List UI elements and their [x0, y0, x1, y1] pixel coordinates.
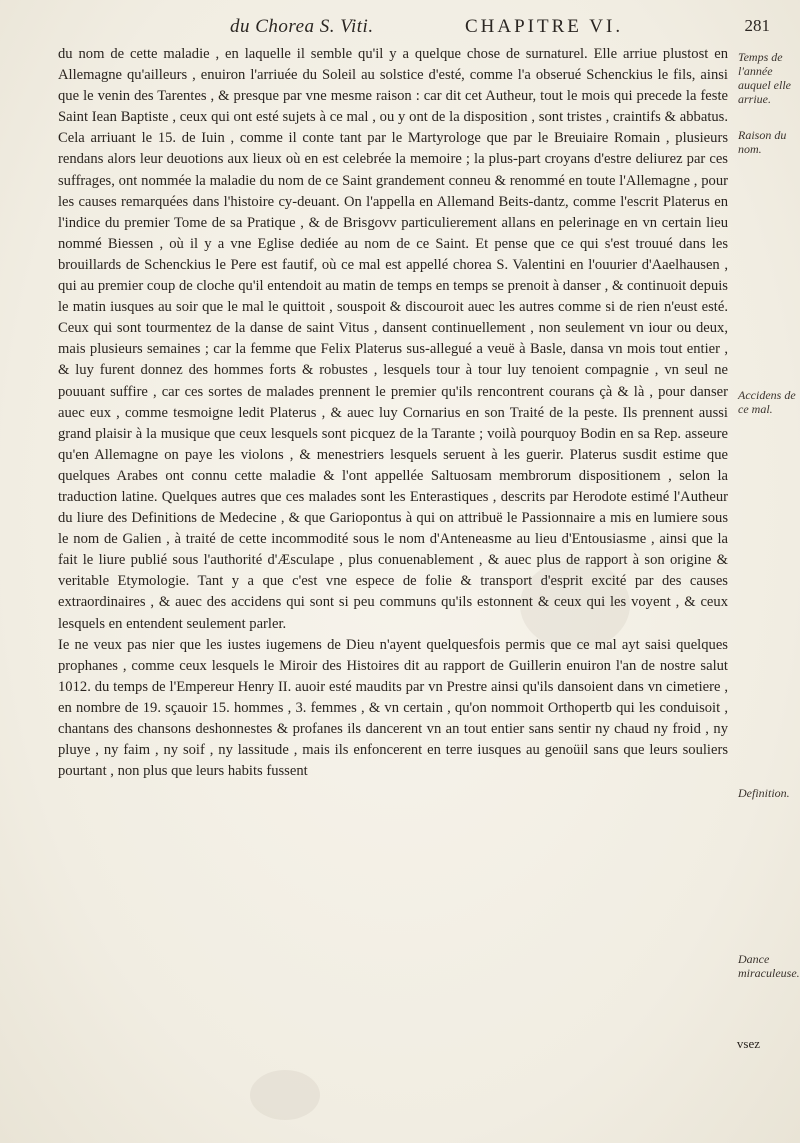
margin-note: Dance miraculeuse.	[738, 952, 800, 980]
page-number: 281	[744, 16, 770, 35]
paragraph: Ie ne veux pas nier que les iustes iugemens de Dieu n'ayent quelquesfois permis que ce mal ayt saisi quelques prophanes , comme ceux lesquels le Miroir des Histoires dit au rapport de Guillerin enuiron l'an de nostre salut 1012. du temps de l'Empereur Henry II. auoir esté maudits par vn Prestre ainsi qu'ils dansoient dans vn cimetiere , en nombre de 19. sçauoir 15. hommes , 3. femmes , & vn certain , qu'on nommoit Orthopertb qui les conduisoit , chantans des chansons deshonnestes & profanes ils dancerent vn an tout entier sans sentir ny chaud ny froid , ny pluye , ny faim , ny soif , ny lassitude , mais ils enfoncerent en terre iusques au genoüil sans que leurs souliers pourtant , non plus que leurs habits fussent	[58, 636, 728, 780]
chapter-heading: CHAPITRE VI.	[465, 16, 624, 37]
running-header	[230, 14, 770, 44]
margin-note: Accidens de ce mal.	[738, 388, 796, 416]
paper-stain	[250, 1070, 320, 1120]
running-title: du Chorea S. Viti.	[230, 16, 374, 37]
main-text	[58, 44, 728, 782]
paragraph: du nom de cette maladie , en laquelle il semble qu'il y a quelque chose de surnaturel. Elle arriue plustost en Allemagne qu'ailleurs , enuiron l'arriuée du Soleil au solstice d'esté, comme l'a obserué Schenckius le fils, ainsi que le venin des Tarentes , & presque par vne mesme raison : car dit cet Autheur, tout le mois qui precede la feste Saint Iean Baptiste , ceux qui ont esté sujets à ce mal , ou y ont de la disposition , sont tristes , craintifs & abbatus. Cela arriuant le 15. de Iuin , comme il conte tant par le Martyrologe que par le Breuiaire Romain , plusieurs rendans alors leur deuotions aux lieux où en est celebrée la memoire ; la plus-part croyans d'estre deliurez par ces suffrages, ont nommée la maladie du nom de ce Saint grandement conneu & renommé en toute l'Allemagne , pour les causes remarquées dans l'histoire cy-deuant. On l'appella en Allemand Beits-dantz, comme l'escrit Platerus en l'indice du premier Tome de sa Pratique , & de Brisgovv particulierement allans en pelerinage en vn certain lieu nommé Biessen , où il y a vne Eglise dediée au nom de ce Saint. Et pense que ce qui s'est trouué dans les brouillards de Schenckius le Pere est fautif, où ce mal est appellé chorea S. Valentini en l'ouurier d'Aaelhausen , qui au premier coup de cloche qu'il entendoit au matin de temps en temps se prenoit à danser , & continuoit depuis le matin iusques au soir que le mal le quittoit , souspoit & discouroit auec les autres comme si de rien n'eust esté. Ceux qui sont tourmentez de la danse de saint Vitus , dansent continuellement , non seulement vn iour ou deux, mais plusieurs semaines ; car la femme que Felix Platerus sus-allegué a veuë à Basle, dansa vn mois tout entier , & luy furent donnez des hommes forts & robustes , lesquels tour à tour luy tenoient compagnie , vn seul ne pouuant suffire , car ces sortes de malades prennent le premier qu'ils rencontrent courans çà & là , pour danser auec eux , comme tesmoigne ledit Platerus , & auec luy Cornarius en son Traité de la peste. Ils prennent aussi grand plaisir à la musique que ceux lesquels sont picquez de la Tarante ; voilà pourquoy Bodin en sa Rep. asseure qu'en Allemagne on paye les violons , & menestriers lesquels seruent à les guerir. Platerus susdit estime que quelques Arabes ont connu cette maladie & l'ont appellée Saltuosam membrorum dispositionem , selon la traduction latine. Quelques autres que ces malades sont les Enterastiques , descrits par Herodote estimé l'Autheur du liure des Definitions de Medecine , & que Gariopontus à qui on attribuë le Passionnaire a mis en lumiere sous le nom de Galien , à traité de cette incommodité sous le nom d'Anteneasme au lieu d'Entousiasme , ainsi que la fait le liure publié sous l'authorité d'Æsculape , plus conuenablement , & auec plus de rapport à son origine & veritable Etymologie. Tant y a que c'est vne espece de folie & transport d'esprit excité par des causes extraordinaires , & auec des accidens qui sont si peu communs qu'ils estonnent & ceux qui les voyent , & ceux lesquels en entendent seulement parler.	[58, 46, 728, 632]
margin-note: Raison du nom.	[738, 128, 787, 156]
margin-note: Temps de l'année auquel elle arriue.	[738, 50, 791, 106]
catchword: vsez	[736, 1036, 760, 1051]
margin-note: Definition.	[738, 786, 790, 800]
